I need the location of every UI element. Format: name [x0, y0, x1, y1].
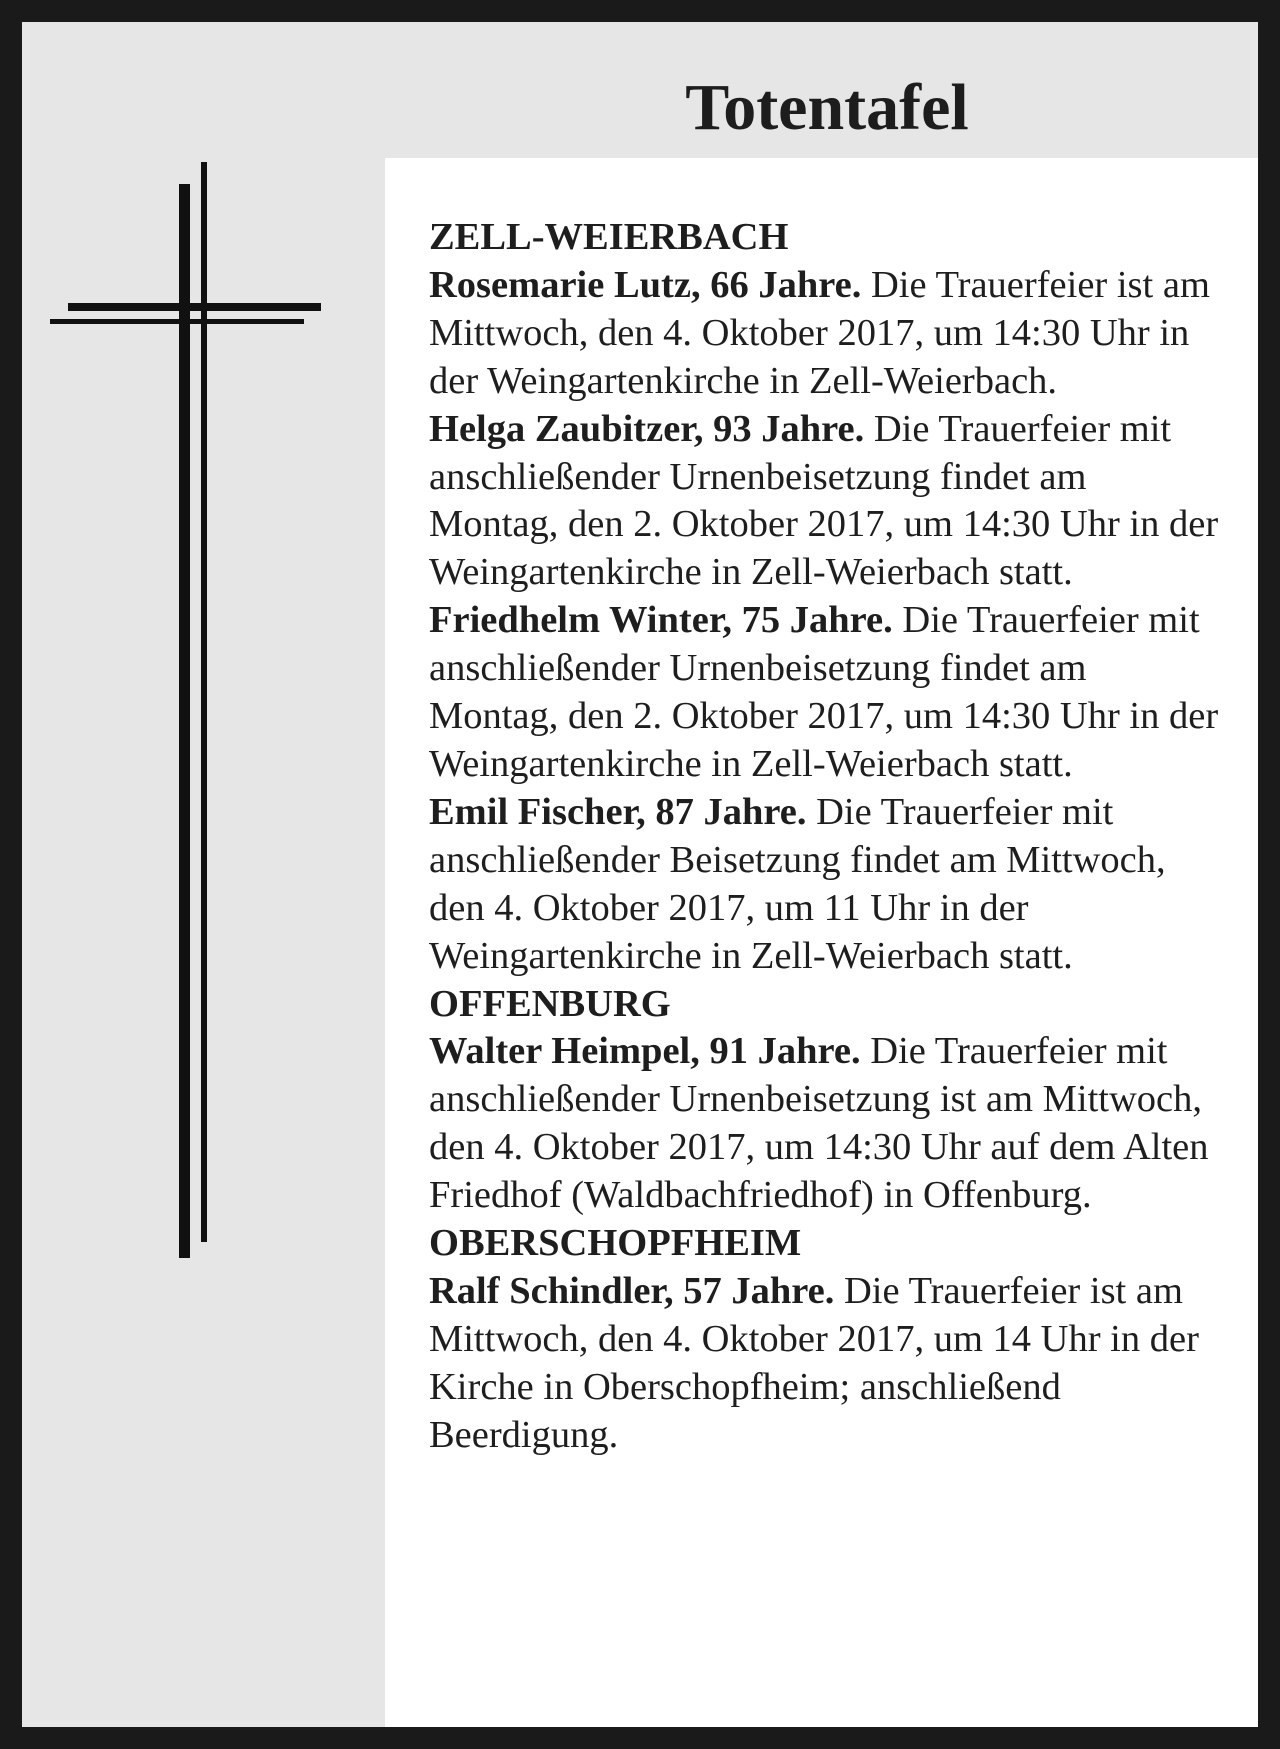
section-place: ZELL-WEIERBACH	[429, 216, 789, 258]
obituary-board	[22, 22, 1258, 1727]
entry-text: Die Trauerfeier mit anschließender Urnenbeisetzung findet am Montag, den 2. Oktober 2017, um 14:30 Uhr in der Weingartenkirche in Zell-Weierbach statt.	[429, 407, 1219, 594]
obituary-entry	[429, 406, 1223, 598]
cross-icon	[22, 22, 402, 1727]
entry-text: Die Trauerfeier ist am Mittwoch, den 4. Oktober 2017, um 14:30 Uhr in der Weingartenkirche in Zell-Weierbach.	[429, 263, 1210, 402]
obituary-list	[429, 214, 1223, 1460]
obituary-list-panel	[385, 158, 1258, 1727]
entry-name: Friedhelm Winter, 75 Jahre.	[429, 599, 893, 642]
obituary-entry	[429, 597, 1223, 789]
entry-name: Helga Zaubitzer, 93 Jahre.	[429, 407, 865, 450]
obituary-entry	[429, 262, 1223, 406]
obituary-entry	[429, 1028, 1223, 1220]
entry-name: Ralf Schindler, 57 Jahre.	[429, 1269, 835, 1312]
obituary-entry	[429, 789, 1223, 981]
entry-name: Emil Fischer, 87 Jahre.	[429, 790, 807, 833]
entry-text: Die Trauerfeier mit anschließender Beisetzung findet am Mittwoch, den 4. Oktober 2017, um 11 Uhr in der Weingartenkirche in Zell-Weierbach statt.	[429, 790, 1166, 977]
entry-text: Die Trauerfeier mit anschließender Urnenbeisetzung findet am Montag, den 2. Oktober 2017, um 14:30 Uhr in der Weingartenkirche in Zell-Weierbach statt.	[429, 599, 1219, 785]
entry-name: Rosemarie Lutz, 66 Jahre.	[429, 263, 862, 306]
entry-name: Walter Heimpel, 91 Jahre.	[429, 1030, 861, 1073]
entry-text: Die Trauerfeier mit anschließender Urnenbeisetzung ist am Mittwoch, den 4. Oktober 2017, um 14:30 Uhr auf dem Alten Friedhof (Waldbachfriedhof) in Offenburg.	[429, 1030, 1209, 1217]
section-place: OBERSCHOPFHEIM	[429, 1222, 802, 1265]
page-title: Totentafel	[685, 71, 969, 144]
obituary-entry	[429, 1268, 1223, 1460]
section-place: OFFENBURG	[429, 982, 671, 1025]
entry-text: Die Trauerfeier ist am Mittwoch, den 4. Oktober 2017, um 14 Uhr in der Kirche in Oberschopfheim; anschließend Beerdigung.	[429, 1269, 1199, 1456]
